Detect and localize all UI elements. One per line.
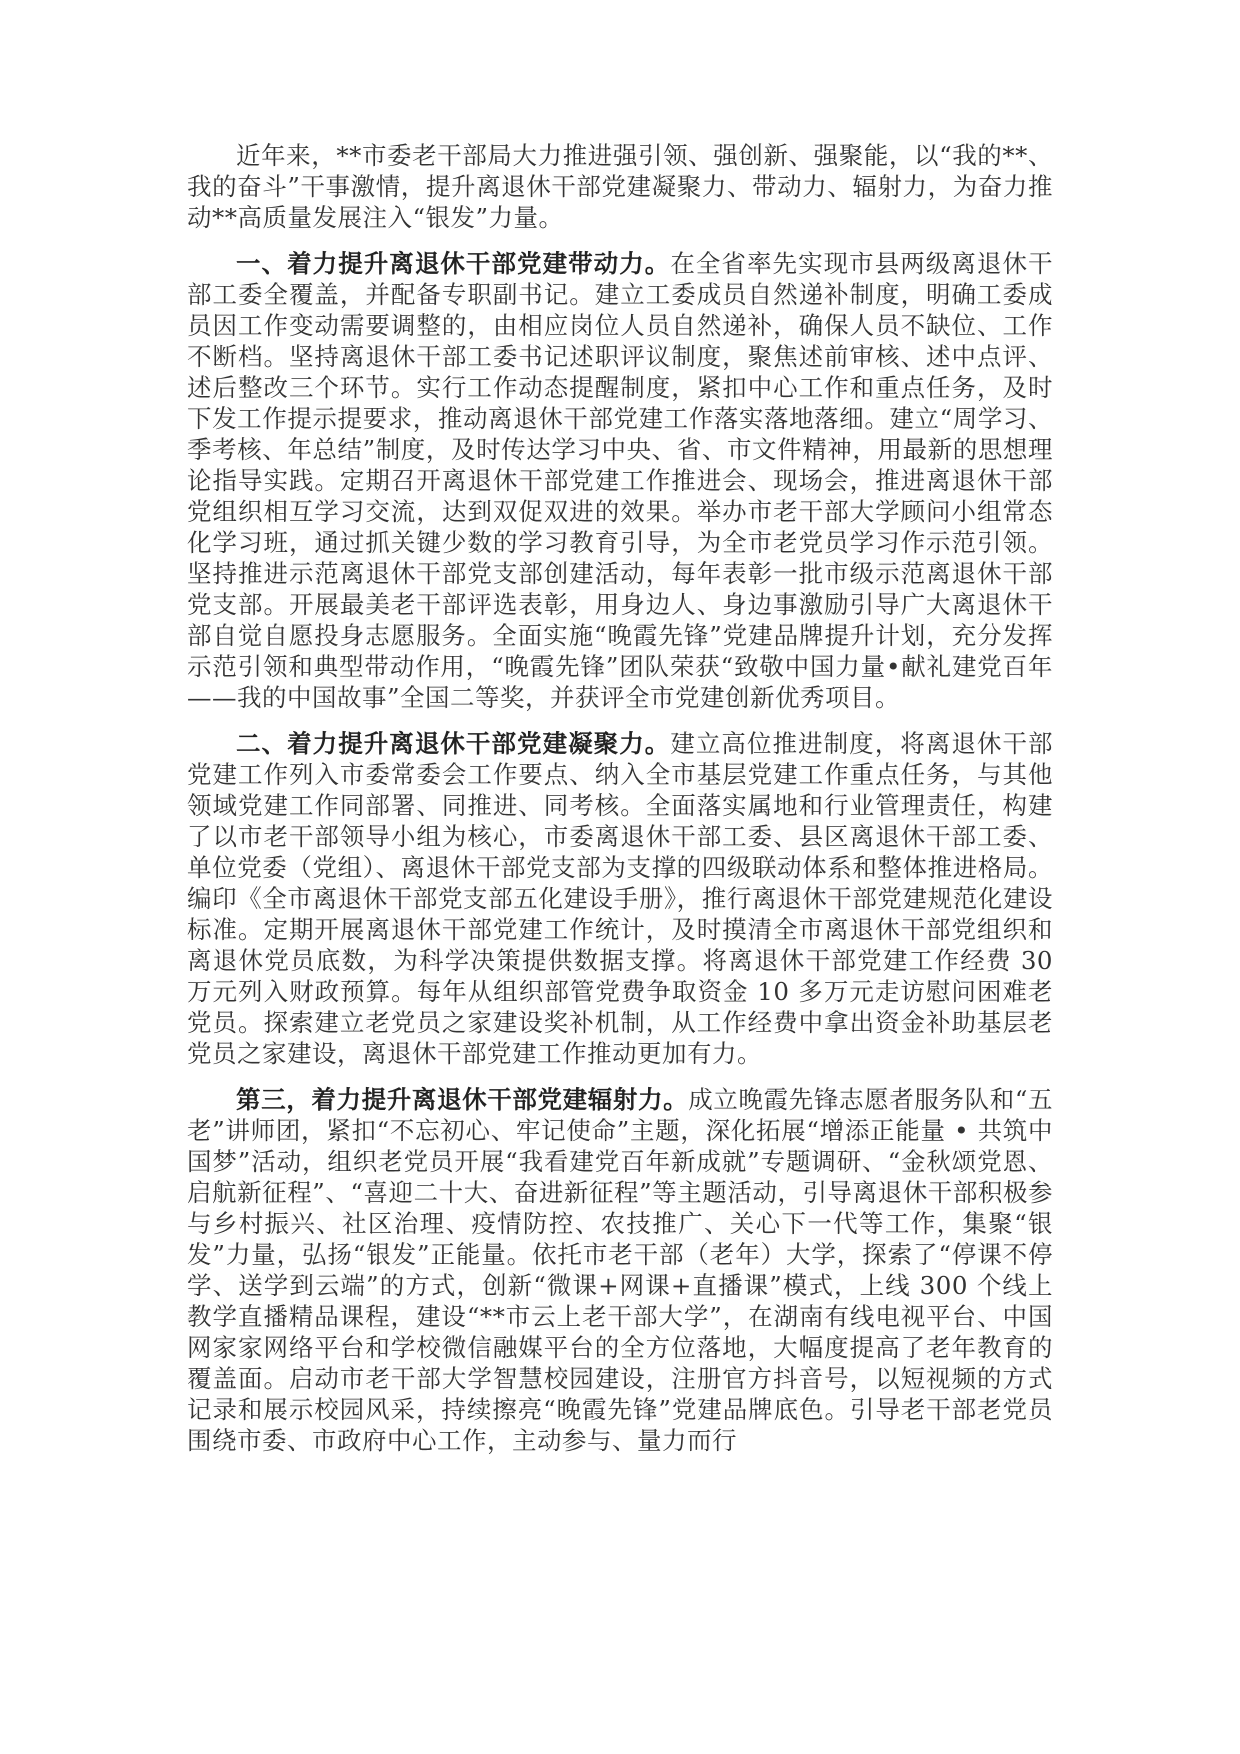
section-1-heading: 一、着力提升离退休干部党建带动力。 <box>236 249 671 278</box>
section-1-paragraph <box>187 248 1053 713</box>
section-2-paragraph <box>187 728 1053 1069</box>
section-3-paragraph <box>187 1084 1053 1456</box>
section-1-body: 在全省率先实现市县两级离退休干部工委全覆盖，并配备专职副书记。建立工委成员自然递补制度，明确工委成员因工作变动需要调整的，由相应岗位人员自然递补，确保人员不缺位、工作不断档。坚持离退休干部工委书记述职评议制度，聚焦述前审核、述中点评、述后整改三个环节。实行工作动态提醒制度，紧扣中心工作和重点任务，及时下发工作提示提要求，推动离退休干部党建工作落实落地落细。建立“周学习、季考核、年总结”制度，及时传达学习中央、省、市文件精神，用最新的思想理论指导实践。定期召开离退休干部党建工作推进会、现场会，推进离退休干部党组织相互学习交流，达到双促双进的效果。举办市老干部大学顾问小组常态化学习班，通过抓关键少数的学习教育引导，为全市老党员学习作示范引领。坚持推进示范离退休干部党支部创建活动，每年表彰一批市级示范离退休干部党支部。开展最美老干部评选表彰，用身边人、身边事激励引导广大离退休干部自觉自愿投身志愿服务。全面实施“晚霞先锋”党建品牌提升计划，充分发挥示范引领和典型带动作用，“晚霞先锋”团队荣获“致敬中国力量•献礼建党百年——我的中国故事”全国二等奖，并获评全市党建创新优秀项目。 <box>187 249 1054 712</box>
section-3-heading: 第三，着力提升离退休干部党建辐射力。 <box>236 1085 689 1114</box>
paragraph-body: 近年来，**市委老干部局大力推进强引领、强创新、强聚能，以“我的**、我的奋斗”干事激情，提升离退休干部党建凝聚力、带动力、辐射力，为奋力推动**高质量发展注入“银发”力量。 <box>187 141 1053 232</box>
section-2-heading: 二、着力提升离退休干部党建凝聚力。 <box>236 729 671 758</box>
section-3-body: 成立晚霞先锋志愿者服务队和“五老”讲师团，紧扣“不忘初心、牢记使命”主题，深化拓展“增添正能量 • 共筑中国梦”活动，组织老党员开展“我看建党百年新成就”专题调研、“金秋颂党恩、启航新征程”、“喜迎二十大、奋进新征程”等主题活动，引导离退休干部积极参与乡村振兴、社区治理、疫情防控、农技推广、关心下一代等工作，集聚“银发”力量，弘扬“银发”正能量。依托市老干部（老年）大学，探索了“停课不停学、送学到云端”的方式，创新“微课+网课+直播课”模式，上线 300 个线上教学直播精品课程，建设“**市云上老干部大学”，在湖南有线电视平台、中国网家家网络平台和学校微信融媒平台的全方位落地，大幅度提高了老年教育的覆盖面。启动市老干部大学智慧校园建设，注册官方抖音号，以短视频的方式记录和展示校园风采，持续擦亮“晚霞先锋”党建品牌底色。引导老干部老党员围绕市委、市政府中心工作，主动参与、量力而行 <box>187 1085 1053 1455</box>
section-2-body: 建立高位推进制度，将离退休干部党建工作列入市委常委会工作要点、纳入全市基层党建工作重点任务，与其他领域党建工作同部署、同推进、同考核。全面落实属地和行业管理责任，构建了以市老干部领导小组为核心，市委离退休干部工委、县区离退休干部工委、单位党委（党组）、离退休干部党支部为支撑的四级联动体系和整体推进格局。编印《全市离退休干部党支部五化建设手册》，推行离退休干部党建规范化建设标准。定期开展离退休干部党建工作统计，及时摸清全市离退休干部党组织和离退休党员底数，为科学决策提供数据支撑。将离退休干部党建工作经费 30 万元列入财政预算。每年从组织部管党费争取资金 10 多万元走访慰问困难老党员。探索建立老党员之家建设奖补机制，从工作经费中拿出资金补助基层老党员之家建设，离退休干部党建工作推动更加有力。 <box>187 729 1054 1068</box>
document-page <box>187 140 1053 1471</box>
intro-paragraph <box>187 140 1053 233</box>
